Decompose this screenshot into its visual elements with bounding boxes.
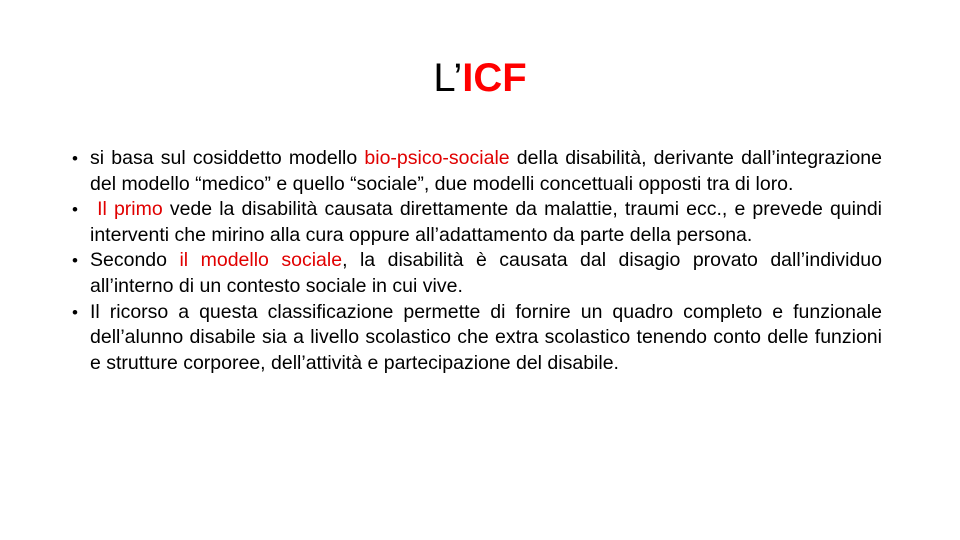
bullet-text: Il ricorso a questa classificazione permette di fornire un quadro completo e funzionale dell’alunno disabile sia a livello scolastico che extra scolastico tenendo conto delle funzioni e strutture corporee, dell’attività e partecipazione del disabile. <box>90 300 882 374</box>
bullet-highlight: Il primo <box>97 198 163 221</box>
bullet-text: della disabilità, derivante dall’integrazione del modello “medico” e quello “sociale”, due modelli concettuali opposti tra di loro. <box>90 147 882 195</box>
title-lead: L’ <box>433 56 463 100</box>
bullet-text: si basa sul cosiddetto modello <box>90 147 365 169</box>
bullet-marker: • <box>72 149 78 168</box>
bullet-list <box>72 146 882 376</box>
title-accent: ICF <box>462 56 527 100</box>
bullet-item-4 <box>72 300 882 377</box>
bullet-item-3 <box>72 248 882 299</box>
slide-title <box>0 52 960 104</box>
bullet-marker: • <box>72 251 78 271</box>
bullet-highlight: il modello sociale <box>179 249 343 272</box>
bullet-item-2 <box>72 197 882 248</box>
bullet-text: Secondo <box>90 249 180 272</box>
bullet-marker: • <box>72 200 78 220</box>
bullet-text: vede la disabilità causata direttamente da malattie, traumi ecc., e prevede quindi interventi che mirino alla cura oppure all’adattamento da parte della persona. <box>90 198 882 246</box>
bullet-marker: • <box>72 302 78 322</box>
bullet-text: , la disabilità è causata dal disagio provato dall’individuo all’interno di un contesto sociale in cui vive. <box>90 249 882 297</box>
bullet-item-1 <box>72 146 882 197</box>
bullet-highlight: bio-psico-sociale <box>364 147 510 169</box>
